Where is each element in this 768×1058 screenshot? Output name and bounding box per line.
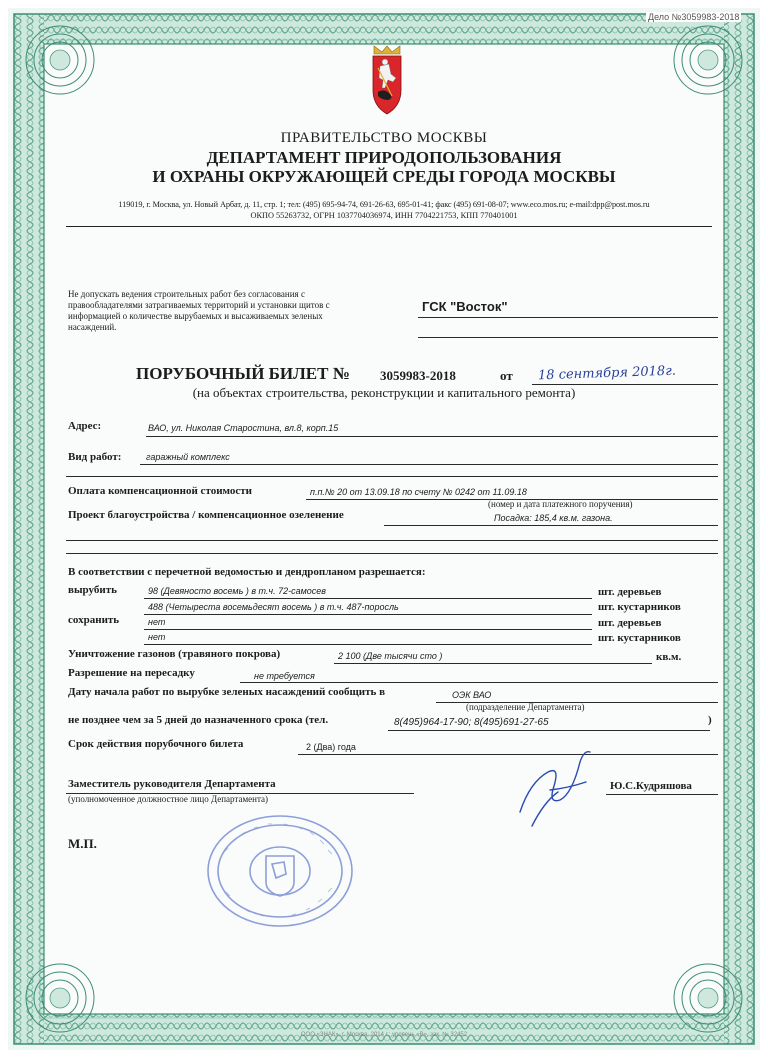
- recipient-name: ГСК "Восток": [422, 299, 508, 314]
- validity-value: 2 (Два) года: [306, 742, 356, 752]
- cut-trees-value: 98 (Девяносто восемь ) в т.ч. 72-самосев: [148, 586, 326, 596]
- header-divider: [66, 226, 712, 227]
- signer-name-line: [606, 794, 718, 795]
- payment-value: п.п.№ 20 от 13.09.18 по счету № 0242 от 11.09.18: [310, 487, 527, 497]
- permission-heading: В соответствии с перечетной ведомостью и дендропланом разрешается:: [68, 566, 426, 578]
- deadline-label: не позднее чем за 5 дней до назначенного срока (тел.: [68, 714, 329, 726]
- department-name-line1: ДЕПАРТАМЕНТ ПРИРОДОПОЛЬЗОВАНИЯ: [206, 148, 562, 167]
- project-line2: [66, 540, 718, 541]
- cut-label: вырубить: [68, 584, 117, 596]
- ticket-number: 3059983-2018: [380, 368, 456, 383]
- keep-label: сохранить: [68, 614, 120, 626]
- work-type-line: [140, 464, 718, 465]
- payment-label: Оплата компенсационной стоимости: [68, 485, 253, 497]
- cut-shrubs-value: 488 (Четыреста восемьдесят восемь ) в т.ч. 487-поросль: [148, 602, 399, 612]
- keep-shrubs-line: [144, 644, 592, 645]
- lawn-line: [334, 663, 652, 664]
- phones-close: ): [708, 714, 712, 726]
- ticket-date-handwritten: 18 сентября 2018г.: [537, 363, 677, 384]
- handwritten-signature: [510, 742, 600, 832]
- address-label: Адрес:: [68, 420, 102, 432]
- project-label: Проект благоустройства / компенсационное озеленение: [68, 509, 344, 521]
- validity-label: Срок действия порубочного билета: [68, 738, 244, 750]
- project-value: Посадка: 185,4 кв.м. газона.: [494, 513, 613, 523]
- report-label: Дату начала работ по вырубке зеленых насаждений сообщить в: [68, 686, 386, 698]
- replant-value: не требуется: [254, 671, 315, 681]
- work-type-value: гаражный комплекс: [146, 452, 230, 462]
- government-name: ПРАВИТЕЛЬСТВО МОСКВЫ: [280, 130, 488, 146]
- report-hint: (подразделение Департамента): [466, 702, 585, 712]
- cut-trees-unit: шт. деревьев: [598, 586, 662, 598]
- phones-line: [388, 730, 710, 731]
- keep-shrubs-unit: шт. кустарников: [598, 632, 681, 644]
- signer-position: Заместитель руководителя Департамента: [68, 778, 276, 790]
- printer-footer: ООО «ЗНАК», г. Москва, 2014 г.; уровень «В», зак. № 32452: [300, 1032, 468, 1038]
- signer-name: Ю.С.Кудряшова: [610, 780, 692, 792]
- keep-trees-unit: шт. деревьев: [598, 617, 662, 629]
- recipient-line2: [418, 337, 718, 338]
- cut-shrubs-unit: шт. кустарников: [598, 601, 681, 613]
- keep-trees-line: [144, 629, 592, 630]
- cut-shrubs-line: [144, 614, 592, 615]
- recipient-line1: [418, 317, 718, 318]
- case-number: Дело №3059983-2018: [648, 12, 740, 22]
- ticket-date-label: от: [500, 368, 513, 383]
- cut-trees-line: [144, 598, 592, 599]
- ticket-title: ПОРУБОЧНЫЙ БИЛЕТ №: [136, 364, 350, 383]
- project-line3: [66, 553, 718, 554]
- payment-hint: (номер и дата платежного поручения): [488, 499, 633, 509]
- lawn-value: 2 100 (Две тысячи сто ): [338, 651, 443, 661]
- keep-shrubs-value: нет: [148, 632, 166, 642]
- work-type-label: Вид работ:: [68, 451, 122, 463]
- validity-line: [298, 754, 718, 755]
- department-contacts-line2: ОКПО 55263732, ОГРН 1037704036974, ИНН 7704221753, КПП 770401001: [250, 211, 518, 220]
- lawn-unit: кв.м.: [656, 651, 682, 663]
- department-name-line2: И ОХРАНЫ ОКРУЖАЮЩЕЙ СРЕДЫ ГОРОДА МОСКВЫ: [152, 167, 616, 186]
- report-phones: 8(495)964-17-90; 8(495)691-27-65: [394, 717, 549, 728]
- moscow-coat-of-arms-icon: [370, 44, 404, 116]
- official-stamp: [204, 812, 356, 930]
- ticket-subtitle: (на объектах строительства, реконструкции и капитального ремонта): [192, 385, 576, 400]
- keep-trees-value: нет: [148, 617, 166, 627]
- address-line: [146, 436, 718, 437]
- work-type-line2: [66, 476, 718, 477]
- notice-line3: информацией о количестве вырубаемых и высаживаемых зеленых: [68, 311, 323, 321]
- replant-label: Разрешение на пересадку: [68, 667, 195, 679]
- lawn-label: Уничтожение газонов (травяного покрова): [68, 648, 281, 660]
- address-value: ВАО, ул. Николая Старостина, вл.8, корп.15: [148, 423, 339, 433]
- signer-position-hint: (уполномоченное должностное лицо Департамента): [68, 794, 268, 804]
- project-line: [384, 525, 718, 526]
- seal-label: М.П.: [68, 836, 97, 851]
- notice-line2: правообладателями затрагиваемых территорий и установки щитов с: [68, 300, 330, 310]
- replant-line: [240, 682, 718, 683]
- notice-line4: насаждений.: [68, 322, 117, 332]
- department-contacts-line1: 119019, г. Москва, ул. Новый Арбат, д. 11, стр. 1; тел: (495) 695-94-74, 691-26-63, 695-01-41; факс (495) 691-08-07; www.eco.mos.ru; e-mail:dpp@post.mos.ru: [118, 200, 650, 209]
- notice-line1: Не допускать ведения строительных работ без согласования с: [68, 289, 305, 299]
- report-value: ОЭК ВАО: [452, 690, 492, 700]
